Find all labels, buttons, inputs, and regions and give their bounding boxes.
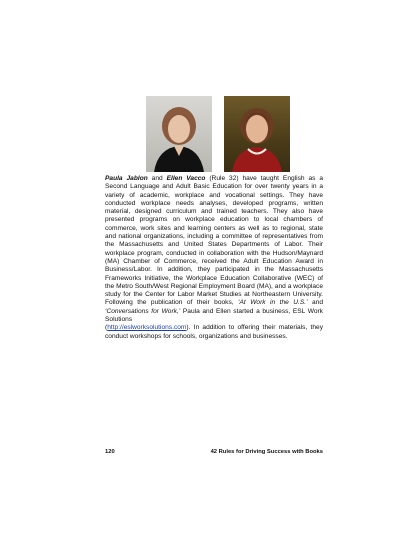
photo-paula-jablon: [146, 96, 212, 172]
bio-text-1: (Rule 32) have taught English as a Second Language and Adult Basic Education for over twenty years in a variety of academic, workplace and vocational settings. They have conducted workplace needs analyses, developed programs, written material, designed curriculum and trained teachers. They also have presented programs on workplace education to local chambers of commerce, work sites and learning centers as well as to regional, state and national organizations, including a committee of representatives from the Massachusetts and United States Departments of Labor. Their workplace program, conducted in collaboration with the Hudson/Maynard (MA) Chamber of Commerce, received the Adult Education Award in Business/Labor. In addition, they participated in the Massachusetts Frameworks Initiative, the Workplace Education Collaborative (WEC) of the Metro South/West Regional Employment Board (MA), and a workplace study for the Center for Labor Market Studies at Northeastern University. Following the publication of their books,: [105, 175, 323, 307]
page-footer: [105, 449, 323, 455]
bio-link-open: (: [105, 324, 108, 332]
portrait-left-image: [146, 96, 212, 172]
running-book-title: 42 Rules for Driving Success with Books: [210, 449, 323, 455]
author-bio: [105, 175, 323, 341]
author-name-1: Paula Jablon: [105, 175, 148, 182]
book-title-1: ‘At Work in the U.S.’: [238, 299, 308, 307]
bio-paragraph: [105, 175, 323, 341]
bio-text-3: ). In addition to offering their materials, they conduct workshops for schools, organizations and businesses.: [105, 324, 323, 340]
book-title-2: ‘Conversations for Work,’: [105, 307, 181, 315]
bio-and-2: and: [307, 299, 324, 307]
photo-ellen-vacco: [224, 96, 290, 172]
author-name-2: Ellen Vacco: [166, 175, 206, 182]
website-link[interactable]: http://eslworksolutions.com: [107, 324, 187, 332]
page-number: 120: [105, 449, 115, 455]
portrait-right-image: [224, 96, 290, 172]
bio-and-1: and: [147, 175, 167, 182]
bio-text-2: Paula and Ellen started a business, ESL Work Solutions: [105, 307, 323, 324]
